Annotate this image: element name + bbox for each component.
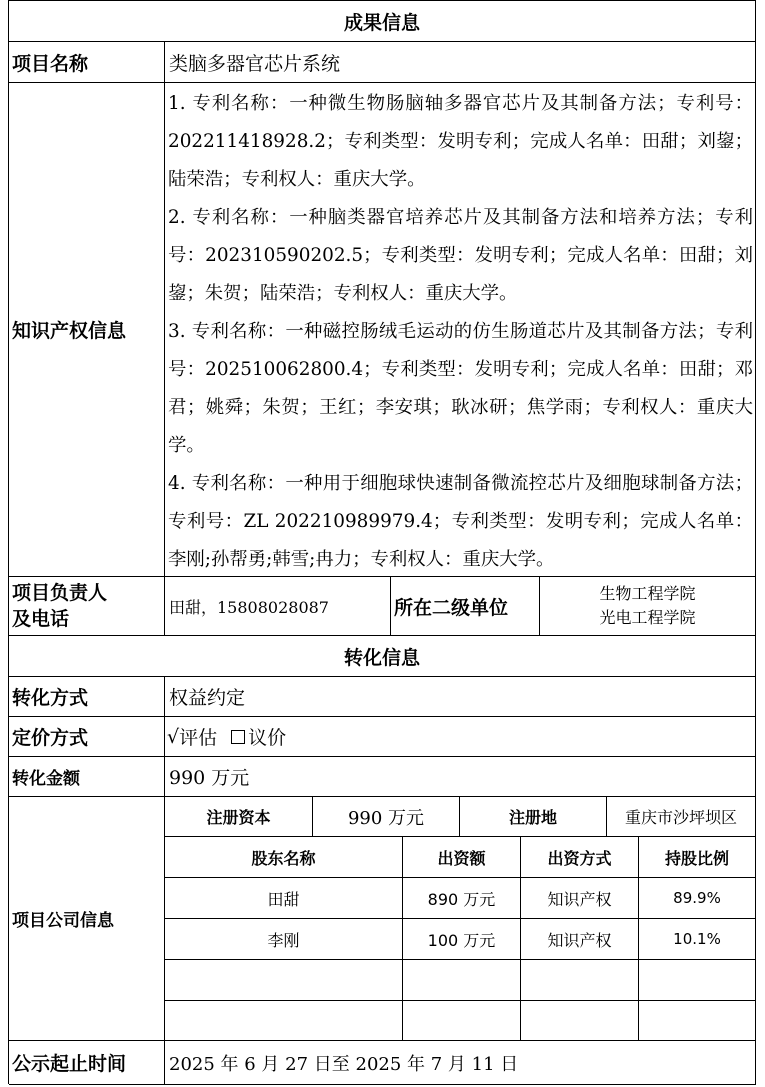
dept-line1: 生物工程学院 bbox=[599, 584, 696, 603]
empty-cell bbox=[403, 1001, 521, 1041]
dept-value bbox=[540, 577, 756, 636]
shareholder-header-ratio: 持股比例 bbox=[639, 837, 756, 878]
empty-cell bbox=[165, 960, 403, 1001]
shareholder-ratio: 10.1% bbox=[639, 919, 756, 960]
publicity-label: 公示起止时间 bbox=[9, 1041, 165, 1085]
shareholder-ratio: 89.9% bbox=[639, 878, 756, 919]
dept-line2: 光电工程学院 bbox=[599, 608, 696, 627]
checkbox-empty-icon bbox=[231, 730, 245, 744]
shareholder-name: 田甜 bbox=[165, 878, 403, 919]
ipr-item: 1. 专利名称：一种微生物肠脑轴多器官芯片及其制备方法；专利号：202211418928.2；专利类型：发明专利；完成人名单：田甜；刘鋆；陆荣浩；专利权人：重庆大学。 bbox=[168, 92, 753, 190]
shareholder-method: 知识产权 bbox=[521, 878, 639, 919]
location-label: 注册地 bbox=[460, 797, 607, 837]
dept-label: 所在二级单位 bbox=[391, 577, 540, 636]
empty-cell bbox=[639, 960, 756, 1001]
pricing-option-negotiate: 议价 bbox=[248, 727, 287, 749]
empty-cell bbox=[403, 960, 521, 1001]
empty-cell bbox=[165, 1001, 403, 1041]
shareholder-name: 李刚 bbox=[165, 919, 403, 960]
pricing-options bbox=[165, 717, 756, 757]
capital-label: 注册资本 bbox=[165, 797, 313, 837]
ipr-list bbox=[165, 83, 756, 577]
publicity-value: 2025 年 6 月 27 日至 2025 年 7 月 11 日 bbox=[165, 1041, 756, 1085]
empty-cell bbox=[639, 1001, 756, 1041]
transfer-method-label: 转化方式 bbox=[9, 677, 165, 717]
leader-value: 田甜，15808028087 bbox=[165, 577, 391, 636]
leader-label-line2: 及电话 bbox=[12, 608, 70, 630]
shareholder-header-amount: 出资额 bbox=[403, 837, 521, 878]
shareholder-header-method: 出资方式 bbox=[521, 837, 639, 878]
leader-label-line1: 项目负责人 bbox=[12, 582, 108, 604]
amount-label: 转化金额 bbox=[9, 757, 165, 797]
empty-cell bbox=[521, 960, 639, 1001]
shareholder-amount: 100 万元 bbox=[403, 919, 521, 960]
leader-label bbox=[9, 577, 165, 636]
pricing-label: 定价方式 bbox=[9, 717, 165, 757]
section-title-results: 成果信息 bbox=[9, 1, 756, 42]
project-name-label: 项目名称 bbox=[9, 42, 165, 83]
transfer-method-value: 权益约定 bbox=[165, 677, 756, 717]
location-value: 重庆市沙坪坝区 bbox=[607, 797, 756, 837]
pricing-option-eval: 评估 bbox=[179, 727, 218, 749]
pricing-check-mark: √ bbox=[167, 725, 180, 748]
ipr-item: 3. 专利名称：一种磁控肠绒毛运动的仿生肠道芯片及其制备方法；专利号：202510062800.4；专利类型：发明专利；完成人名单：田甜；邓君；姚舜；朱贺；王红；李安琪；耿冰研；焦学雨；专利权人：重庆大学。 bbox=[168, 320, 753, 456]
amount-value: 990 万元 bbox=[165, 757, 756, 797]
results-form bbox=[8, 0, 756, 1084]
shareholder-amount: 890 万元 bbox=[403, 878, 521, 919]
section-title-transfer: 转化信息 bbox=[9, 636, 756, 677]
company-info-label: 项目公司信息 bbox=[9, 797, 165, 1041]
shareholder-header-name: 股东名称 bbox=[165, 837, 403, 878]
capital-value: 990 万元 bbox=[313, 797, 460, 837]
ipr-item: 2. 专利名称：一种脑类器官培养芯片及其制备方法和培养方法；专利号：202310590202.5；专利类型：发明专利；完成人名单：田甜；刘鋆；朱贺；陆荣浩；专利权人：重庆大学。 bbox=[168, 206, 753, 304]
project-name-value: 类脑多器官芯片系统 bbox=[165, 42, 756, 83]
empty-cell bbox=[521, 1001, 639, 1041]
ipr-label: 知识产权信息 bbox=[9, 83, 165, 577]
shareholder-method: 知识产权 bbox=[521, 919, 639, 960]
ipr-item: 4. 专利名称：一种用于细胞球快速制备微流控芯片及细胞球制备方法；专利号：ZL 202210989979.4；专利类型：发明专利；完成人名单：李刚;孙帮勇;韩雪;冉力；专利权人：重庆大学。 bbox=[168, 472, 753, 570]
